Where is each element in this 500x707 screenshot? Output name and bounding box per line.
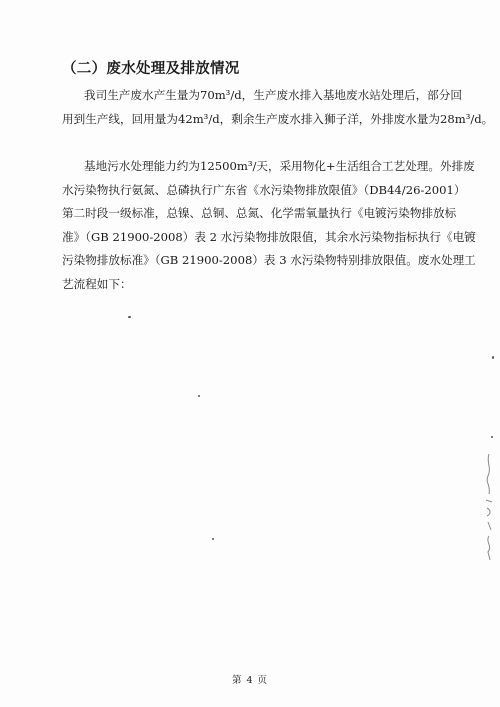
paragraph-line: 基地污水处理能力约为12500m³/天，采用物化+生活组合工艺处理。外排废	[84, 159, 475, 173]
paragraph-treatment-standards	[62, 155, 476, 296]
page-number: 第 4 页	[231, 675, 269, 686]
paragraph-line: 第二时段一级标准，总镍、总铜、总氮、化学需氧量执行《电镀污染物排放标	[62, 206, 457, 220]
paragraph-line: 我司生产废水产生量为70m³/d，生产废水排入基地废水站处理后，部分回	[84, 88, 462, 102]
scan-speck	[492, 356, 494, 359]
paragraph-line: 准》（GB 21900-2008）表 2 水污染物排放限值，其余水污染物指标执行《电镀	[62, 229, 476, 244]
paragraph-line: 艺流程如下：	[62, 276, 132, 291]
section-heading: （二）废水处理及排放情况	[62, 61, 240, 77]
paragraph-line: 污染物排放标准》（GB 21900-2008）表 3 水污染物特别排放限值。废水处理工	[62, 253, 476, 267]
scan-speck	[198, 395, 200, 397]
paragraph-line: 用到生产线，回用量为42m³/d，剩余生产废水排入狮子洋，外排废水量为28m³/d。	[62, 111, 494, 126]
paragraph-line: 水污染物执行氨氮、总磷执行广东省《水污染物排放限值》（DB44/26-2001）	[62, 182, 466, 197]
paragraph-wastewater-volume	[62, 84, 494, 131]
scan-speck	[491, 436, 493, 438]
margin-stamp-mark	[482, 452, 496, 564]
scan-speck	[128, 316, 131, 318]
scan-speck	[212, 538, 214, 540]
